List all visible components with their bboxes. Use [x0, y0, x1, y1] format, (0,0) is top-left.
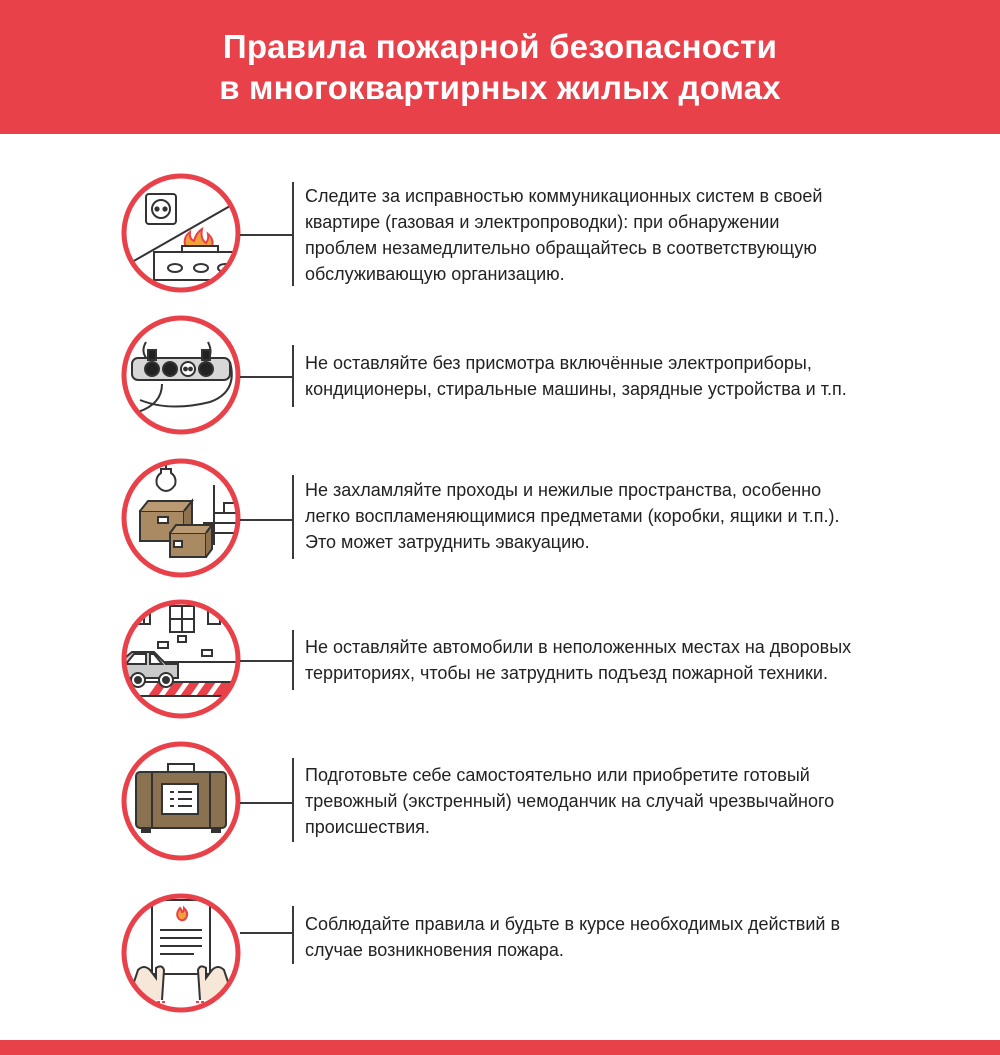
rule-text-line: территориях, чтобы не затруднить подъезд пожарной техники. [305, 663, 828, 683]
header-banner [0, 0, 1000, 134]
rule-text [305, 634, 905, 686]
rule-text-line: кондиционеры, стиральные машины, зарядные устройства и т.п. [305, 379, 847, 399]
rule-text-line: Это может затруднить эвакуацию. [305, 532, 590, 552]
power-strip-icon [118, 312, 244, 438]
divider-bar [292, 758, 294, 842]
divider-bar [292, 182, 294, 286]
divider-bar [292, 906, 294, 964]
rule-text-line: Соблюдайте правила и будьте в курсе необходимых действий в [305, 914, 841, 934]
rule-text [305, 183, 905, 287]
divider-bar [292, 630, 294, 690]
rule-text-line: происшествия. [305, 817, 430, 837]
connector-line [240, 234, 292, 236]
rule-item [0, 738, 1000, 868]
boxes-stairs-icon [118, 455, 244, 581]
rule-item [0, 455, 1000, 585]
suitcase-icon [118, 738, 244, 864]
parked-car-icon [118, 596, 244, 722]
rule-text [305, 477, 905, 555]
rule-text-line: Не оставляйте автомобили в неположенных местах на дворовых [305, 637, 852, 657]
rule-text-line: случае возникновения пожара. [305, 940, 564, 960]
rule-item [0, 312, 1000, 442]
divider-bar [292, 475, 294, 559]
connector-line [240, 519, 292, 521]
rule-text [305, 911, 905, 963]
connector-line [240, 932, 292, 934]
page-title-line-1: Правила пожарной безопасности [222, 28, 778, 65]
rule-text-line: обслуживающую организацию. [305, 264, 565, 284]
rule-text [305, 762, 905, 840]
rule-item [0, 170, 1000, 300]
rule-item [0, 890, 1000, 1020]
connector-line [240, 660, 292, 662]
rule-text-line: легко воспламеняющимися предметами (коробки, ящики и т.п.). [305, 506, 840, 526]
rule-text-line: проблем незамедлительно обращайтесь в соответствующую [305, 238, 817, 258]
rule-text-line: Следите за исправностью коммуникационных систем в своей [305, 186, 823, 206]
page-title-line-2: в многоквартирных жилых домах [219, 69, 781, 106]
connector-line [240, 376, 292, 378]
rule-text-line: тревожный (экстренный) чемоданчик на случай чрезвычайного [305, 791, 835, 811]
gas-stove-socket-icon [118, 170, 244, 296]
rule-text-line: Не захламляйте проходы и нежилые пространства, особенно [305, 480, 822, 500]
connector-line [240, 802, 292, 804]
rule-text-line: Не оставляйте без присмотра включённые электроприборы, [305, 353, 812, 373]
rule-text-line: Подготовьте себе самостоятельно или приобретите готовый [305, 765, 810, 785]
footer-bar [0, 1040, 1000, 1055]
rule-item [0, 596, 1000, 726]
rules-document-icon [118, 890, 244, 1016]
rule-text [305, 350, 905, 402]
rule-text-line: квартире (газовая и электропроводки): при обнаружении [305, 212, 780, 232]
divider-bar [292, 345, 294, 407]
